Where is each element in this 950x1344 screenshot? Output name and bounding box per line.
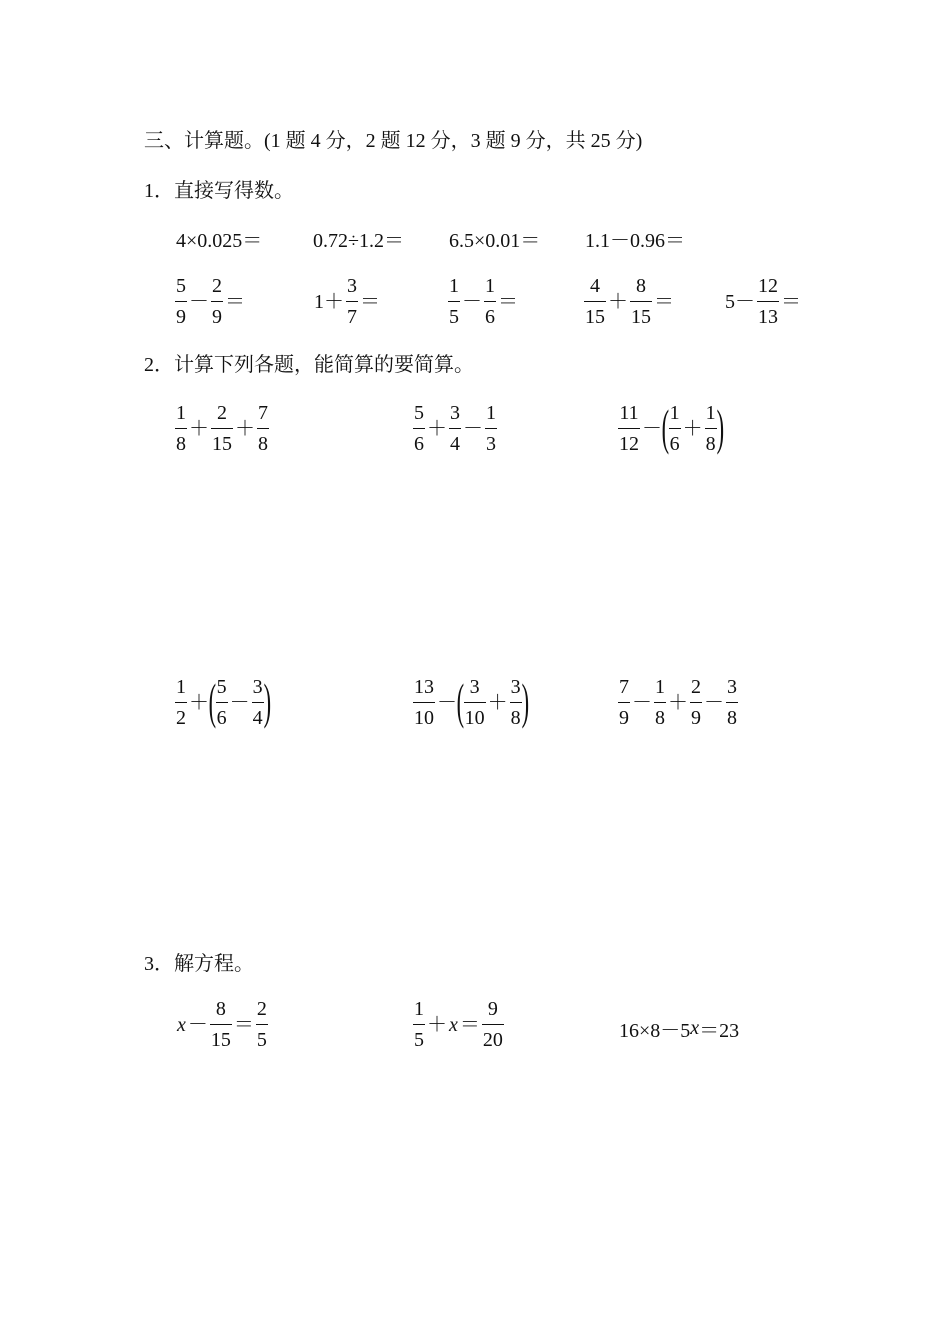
right-paren: ) bbox=[521, 673, 529, 729]
calc-item-fraction: 1＋ $\frac{3}{7}$ ＝ bbox=[314, 275, 380, 328]
equation-3: 16×8－5 x ＝23 bbox=[619, 1017, 740, 1042]
fraction: $\frac{1}{8}$ bbox=[705, 402, 716, 455]
fraction: $\frac{2}{15}$ bbox=[212, 402, 232, 455]
fraction: $\frac{3}{10}$ bbox=[464, 676, 485, 729]
fraction: $\frac{4}{15}$ bbox=[585, 275, 605, 328]
fraction: $\frac{1}{5}$ bbox=[414, 998, 424, 1051]
fraction: $\frac{3}{4}$ bbox=[252, 676, 263, 729]
fraction: $\frac{5}{9}$ bbox=[176, 275, 186, 328]
fraction: $\frac{11}{12}$ bbox=[619, 402, 639, 455]
calc-item: 4×0.025＝ bbox=[176, 230, 263, 252]
expression-1: $\frac{1}{8}$ ＋ $\frac{2}{15}$ ＋ $\frac{7}{8}$ bbox=[176, 402, 268, 455]
fraction: $\frac{1}{6}$ bbox=[669, 402, 680, 455]
calc-item-fraction: $\frac{1}{5}$ － $\frac{1}{6}$ ＝ bbox=[449, 275, 518, 328]
fraction: $\frac{9}{20}$ bbox=[482, 998, 503, 1051]
calc-item-fraction: $\frac{5}{9}$ － $\frac{2}{9}$ ＝ bbox=[176, 275, 245, 328]
fraction: $\frac{3}{8}$ bbox=[727, 676, 737, 729]
fraction: $\frac{13}{10}$ bbox=[414, 676, 434, 729]
fraction: $\frac{8}{15}$ bbox=[210, 998, 231, 1051]
fraction: $\frac{5}{6}$ bbox=[414, 402, 424, 455]
question-2-title: 2．计算下列各题，能简算的要简算。 bbox=[144, 354, 474, 376]
left-paren: ( bbox=[661, 399, 670, 455]
fraction: $\frac{3}{8}$ bbox=[510, 676, 521, 729]
calc-item: 6.5×0.01＝ bbox=[449, 230, 541, 252]
expression-2: $\frac{5}{6}$ ＋ $\frac{3}{4}$ － $\frac{1}{3}$ bbox=[414, 402, 496, 455]
expression-5: $\frac{13}{10}$ － ( $\frac{3}{10}$ ＋ $\frac{3}{8}$ ) bbox=[414, 673, 529, 729]
fraction: $\frac{3}{7}$ bbox=[347, 275, 357, 328]
fraction: $\frac{1}{3}$ bbox=[486, 402, 496, 455]
fraction: $\frac{1}{2}$ bbox=[176, 676, 186, 729]
calc-item-fraction: $\frac{4}{15}$ ＋ $\frac{8}{15}$ ＝ bbox=[585, 275, 674, 328]
right-paren: ) bbox=[716, 399, 724, 455]
fraction: $\frac{3}{4}$ bbox=[450, 402, 460, 455]
fraction: $\frac{7}{8}$ bbox=[258, 402, 268, 455]
fraction: $\frac{8}{15}$ bbox=[631, 275, 651, 328]
question-1-title: 1．直接写得数。 bbox=[144, 180, 294, 202]
fraction: $\frac{1}{6}$ bbox=[485, 275, 495, 328]
expression-6: $\frac{7}{9}$ － $\frac{1}{8}$ ＋ $\frac{2}{9}$ － $\frac{3}{8}$ bbox=[619, 676, 737, 729]
fraction: $\frac{2}{5}$ bbox=[256, 998, 267, 1051]
equation-2: $\frac{1}{5}$ ＋ x ＝ $\frac{9}{20}$ bbox=[414, 998, 503, 1051]
left-paren: ( bbox=[456, 673, 465, 729]
calc-item: 1.1－0.96＝ bbox=[585, 230, 685, 252]
fraction: $\frac{1}{8}$ bbox=[655, 676, 665, 729]
calc-item: 0.72÷1.2＝ bbox=[313, 230, 404, 252]
fraction: $\frac{2}{9}$ bbox=[691, 676, 701, 729]
question-3-title: 3．解方程。 bbox=[144, 953, 254, 975]
expression-3: $\frac{11}{12}$ － ( $\frac{1}{6}$ ＋ $\frac{1}{8}$ ) bbox=[619, 399, 724, 455]
right-paren: ) bbox=[263, 673, 271, 729]
section-title: 三、计算题。(1 题 4 分，2 题 12 分，3 题 9 分，共 25 分) bbox=[144, 130, 643, 152]
fraction: $\frac{7}{9}$ bbox=[619, 676, 629, 729]
fraction: $\frac{2}{9}$ bbox=[212, 275, 222, 328]
expression-4: $\frac{1}{2}$ ＋ ( $\frac{5}{6}$ － $\frac{3}{4}$ ) bbox=[176, 673, 271, 729]
fraction: $\frac{1}{8}$ bbox=[176, 402, 186, 455]
calc-item-fraction: 5－ $\frac{12}{13}$ ＝ bbox=[725, 275, 801, 328]
fraction: $\frac{1}{5}$ bbox=[449, 275, 459, 328]
left-paren: ( bbox=[208, 673, 217, 729]
equation-1: x － $\frac{8}{15}$ ＝ $\frac{2}{5}$ bbox=[177, 998, 267, 1051]
fraction: $\frac{5}{6}$ bbox=[216, 676, 227, 729]
fraction: $\frac{12}{13}$ bbox=[758, 275, 778, 328]
